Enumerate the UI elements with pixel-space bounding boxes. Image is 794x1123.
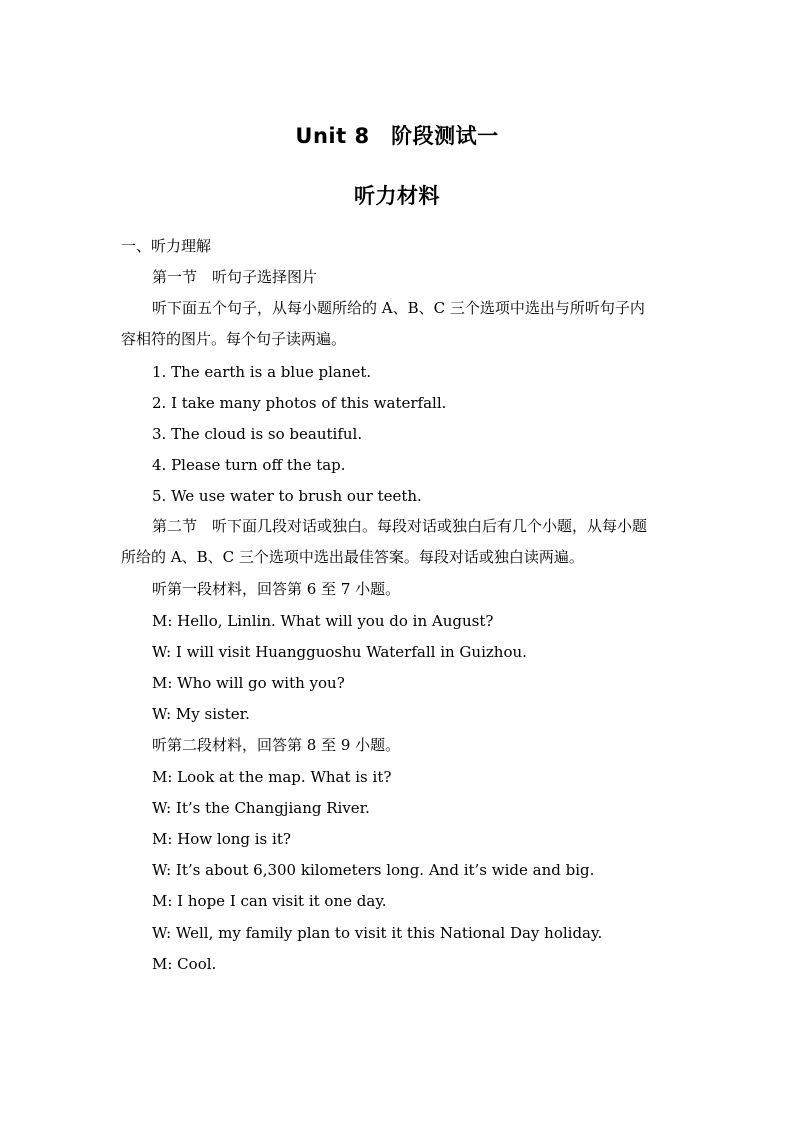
dialogue2-line-6: W: Well, my family plan to visit it this National Day holiday. — [152, 924, 603, 942]
sentence-5: 5. We use water to brush our teeth. — [152, 487, 422, 505]
dialogue2-line-7: M: Cool. — [152, 955, 217, 973]
dialogue2-line-5: M: I hope I can visit it one day. — [152, 892, 387, 910]
page-subtitle: 听力材料 — [354, 184, 440, 208]
part1-title: 第一节 听句子选择图片 — [152, 268, 318, 286]
part1-instructions-line1: 听下面五个句子，从每小题所给的 A、B、C 三个选项中选出与所听句子内 — [152, 299, 645, 317]
sentence-3: 3. The cloud is so beautiful. — [152, 425, 363, 443]
dialogue2-line-2: W: It’s the Changjiang River. — [152, 799, 370, 817]
section-heading: 一、听力理解 — [121, 237, 212, 255]
sentence-4: 4. Please turn off the tap. — [152, 456, 346, 474]
sentence-1: 1. The earth is a blue planet. — [152, 363, 372, 381]
page-title: Unit 8 阶段测试一 — [295, 124, 499, 148]
dialogue1-line-3: M: Who will go with you? — [152, 674, 345, 692]
sentence-2: 2. I take many photos of this waterfall. — [152, 394, 447, 412]
dialogue2-line-1: M: Look at the map. What is it? — [152, 768, 392, 786]
dialogue1-line-1: M: Hello, Linlin. What will you do in August? — [152, 612, 494, 630]
dialogue2-line-3: M: How long is it? — [152, 830, 291, 848]
dialogue2-line-4: W: It’s about 6,300 kilometers long. And it’s wide and big. — [152, 861, 595, 879]
part2-instructions-line1: 第二节 听下面几段对话或独白。每段对话或独白后有几个小题，从每小题 — [152, 517, 648, 535]
dialogue2-intro: 听第二段材料，回答第 8 至 9 小题。 — [152, 736, 401, 754]
dialogue1-line-2: W: I will visit Huangguoshu Waterfall in Guizhou. — [152, 643, 527, 661]
dialogue1-intro: 听第一段材料，回答第 6 至 7 小题。 — [152, 580, 401, 598]
part1-instructions-line2: 容相符的图片。每个句子读两遍。 — [121, 330, 347, 348]
part2-instructions-line2: 所给的 A、B、C 三个选项中选出最佳答案。每段对话或独白读两遍。 — [121, 548, 584, 566]
dialogue1-line-4: W: My sister. — [152, 705, 250, 723]
